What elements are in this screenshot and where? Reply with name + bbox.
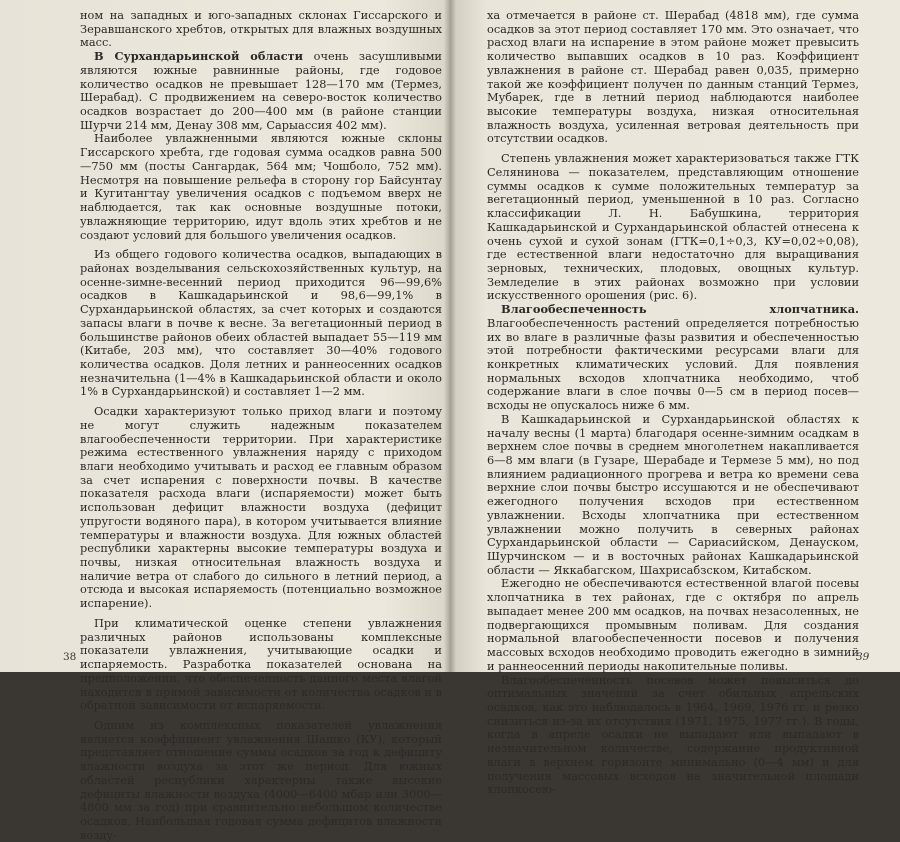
left-text-column bbox=[80, 9, 442, 842]
paragraph: При климатической оценке степени увлажнения различных районов использованы комплексные показатели увлажнения, учитывающие осадки и испаряемость. Разработка показателей основана на предположении, что обеспеченность данного места влагой находится в прямой зависимости от количества осадков и в обратной зависимости от испаряемости. bbox=[80, 615, 442, 713]
paragraph: Одним из комплексных показателей увлажнения является коэффициент увлажнения Шашко (КУ), который представляет отношение суммы осадков за год к дефициту влажности воздуха за этот же период. Для южных областей республики характерны также высокие дефициты влажности воздуха (4000—6400 мбар или 3000—4800 мм за год) при сравнительно небольшом количестве осадков. Наибольшая годовая сумма дефицитов влажности возду- bbox=[80, 717, 442, 842]
book-gutter bbox=[444, 0, 456, 672]
paragraph: В Кашкадарьинской и Сурхандарьинской областях к началу весны (1 марта) благодаря осенне-зимним осадкам в верхнем слое почвы в среднем многолетнем накапливается 6—8 мм влаги (в Гузаре, Шерабаде и Термезе 5 мм), но под влиянием радиационного прогрева и ветра ко времени сева верхние слои почвы быстро иссушаются и не обеспечивают ежегодного получения всходов при естественном увлажнении. Всходы хлопчатника при естественном увлажнении можно получить в северных районах Сурхандарьинской области — Сариасийском, Денауском, Шурчинском — и в восточных районах Кашкадарьинской области — Яккабагском, Шахрисабзском, Китабском. bbox=[487, 411, 859, 577]
paragraph: ха отмечается в районе ст. Шерабад (4818 мм), где сумма осадков за этот период составляет 170 мм. Это означает, что расход влаги на испарение в этом районе может превысить количество выпавших осадков в 10 раз. Коэффициент увлажнения в районе ст. Шерабад равен 0,035, примерно такой же коэффициент получен по данным станций Термез, Мубарек, где в летний период наблюдаются наиболее высокие температуры воздуха, низкая относительная влажность воздуха, усиленная ветровая деятельность при отсутствии осадков. bbox=[487, 8, 859, 146]
paragraph bbox=[80, 50, 442, 132]
paragraph: Осадки характеризуют только приход влаги и поэтому не могут служить надежным показателем влагообеспеченности территории. При характеристике режима естественного увлажнения наряду с приходом влаги необходимо учитывать и расход ее главным образом за счет испарения с поверхности почвы. В качестве показателя расхода влаги (испаряемости) может быть использован дефицит влажности воздуха (дефицит упругости водяного пара), в котором учитывается влияние температуры и влажности воздуха. Для южных областей республики характерны высокие температуры воздуха и почвы, низкая относительная влажность воздуха и наличие ветра от слабого до сильного в летний период, а отсюда и высокая испаряемость (потенциально возможное испарение). bbox=[80, 404, 442, 611]
page-number: 39 bbox=[856, 651, 870, 663]
right-text-column bbox=[487, 9, 859, 797]
paragraph-body: очень засушливыми являются южные равнинные районы, где годовое количество осадков не превышает 128—170 мм (Термез, Шерабад). С продвижением на северо-восток количество осадков возрастает до 200—400 мм (в районе станции Шурчи 214 мм, Денау 308 мм, Сарыассия 402 мм). bbox=[80, 49, 442, 132]
paragraph: Из общего годового количества осадков, выпадающих в районах возделывания сельскохозяйственных культур, на осенне-зимне-весенний период приходится 96—99,6% осадков в Кашкадарьинской и 98,6—99,1% в Сурхандарьинской областях, за счет которых и создаются запасы влаги в почве к весне. За вегетационный период в большинстве районов обеих областей выпадает 55—119 мм (Китабе, 203 мм), что составляет 30—40% годового количества осадков. Доля летних и раннеосенних осадков незначительна (1—4% в Кашкадарьинской области и около 1% в Сурхандарьинской) и составляет 1—2 мм. bbox=[80, 247, 442, 399]
page-number: 38 bbox=[63, 651, 77, 663]
paragraph: Влагообеспеченность посевов может повыситься до оптимальных значений за счет обильных апрельских осадков, как это наблюдалось в 1964, 1969, 1976 гг. и резко снизиться из-за их отсутствия (1971, 1975, 1977 гг.). В годы, когда в апреле осадки не выпадают или выпадают в незначительном количестве, содержание продуктивной влаги в верхнем горизонте минимально (0—4 мм) и для получения массовых всходов на значительной площади хлопкосею- bbox=[487, 672, 859, 797]
right-page bbox=[450, 0, 900, 797]
section-heading: В Сурхандарьинской области bbox=[94, 49, 304, 64]
section-heading: Влагообеспеченность хлопчатника. bbox=[501, 302, 859, 317]
paragraph bbox=[487, 303, 859, 413]
paragraph: ном на западных и юго-западных склонах Гиссарского и Зеравшанского хребтов, открытых для влажных воздушных масс. bbox=[80, 8, 442, 50]
paragraph: Наиболее увлажненными являются южные склоны Гиссарского хребта, где годовая сумма осадков равна 500—750 мм (посты Сангардак, 564 мм; Чошболо, 752 мм). Несмотря на повышение рельефа в сторону гор Байсунтау и Кугитангтау увеличения осадков с подъемом вверх не наблюдается, так как основные воздушные потоки, увлажняющие территорию, идут вдоль этих хребтов и не создают условий для большого увеличения осадков. bbox=[80, 131, 442, 242]
paragraph-body: Влагообеспеченность растений определяется потребностью их во влаге в различные фазы развития и обеспеченностью этой потребности фактическими ресурсами влаги для конкретных климатических условий. Для появления нормальных всходов хлопчатника необходимо, чтоб содержание влаги в слое почвы 0—5 см в период посев—всходы не опускалось ниже 6 мм. bbox=[487, 315, 859, 413]
paragraph: Ежегодно не обеспечиваются естественной влагой посевы хлопчатника в тех районах, где с октября по апрель выпадает менее 200 мм осадков, на почвах незасоленных, не подвергающихся промывным поливам. Для создания нормальной влагообеспеченности посевов и получения массовых всходов необходимо проводить ежегодно в зимний и раннеосенний периоды накопительные поливы. bbox=[487, 576, 859, 673]
paragraph: Степень увлажнения может характеризоваться также ГТК Селянинова — показателем, представляющим отношение суммы осадков к сумме положительных температур за вегетационный период, уменьшенной в 10 раз. Согласно классификации Л. Н. Бабушкина, территория Кашкадарьинской и Сурхандарьинской областей отнесена к очень сухой и сухой зонам (ГТК=0,1÷0,3, КУ=0,02÷0,08), где естественной влаги недостаточно для выращивания зерновых, технических, плодовых, овощных культур. Земледелие в этих районах возможно при условии искусственного орошения (рис. 6). bbox=[487, 151, 859, 303]
